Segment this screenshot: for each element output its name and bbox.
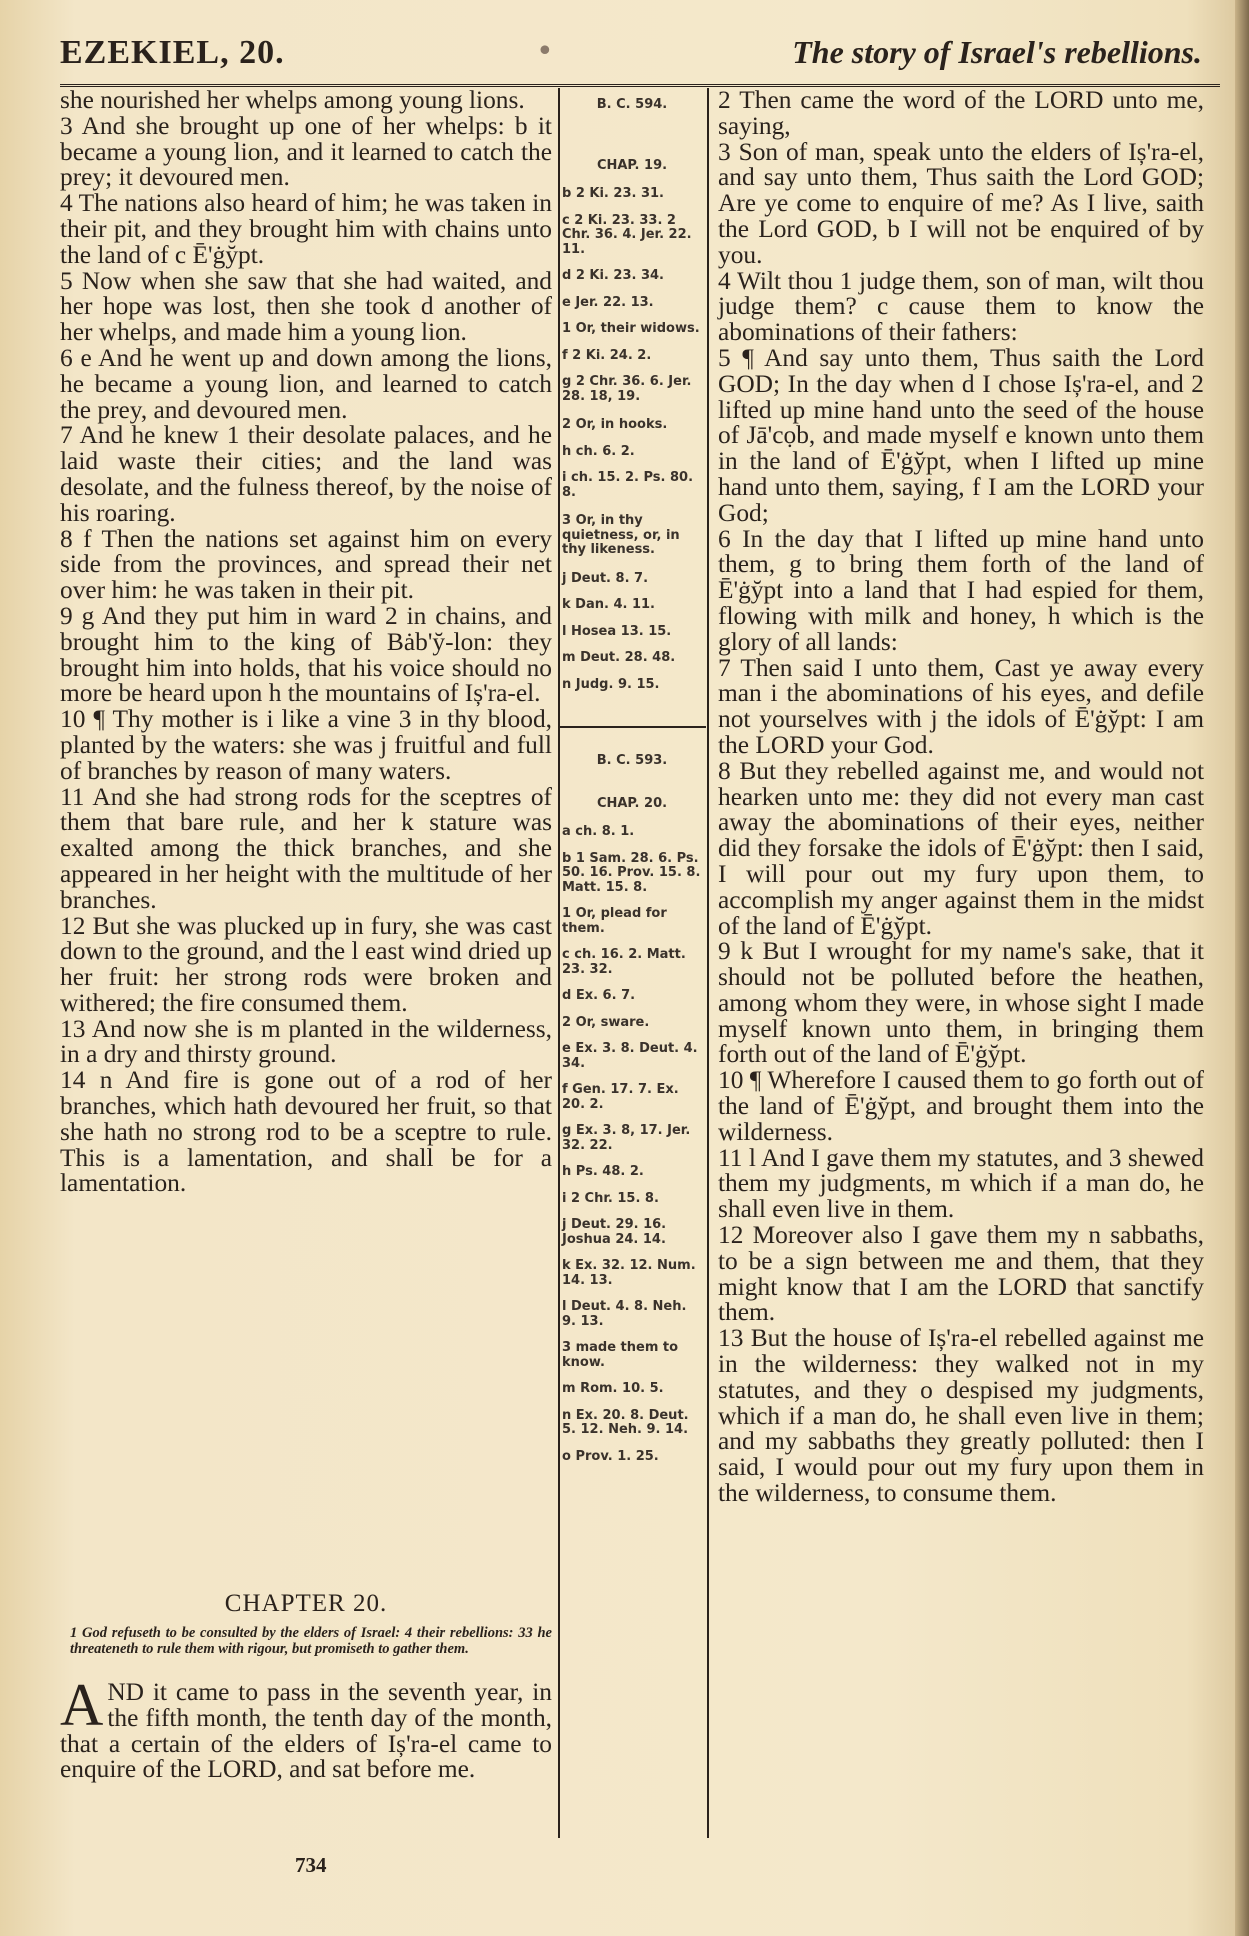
cross-reference: l Hosea 13. 15. — [562, 623, 672, 639]
verse: 9 g And they put him in ward 2 in chains, and brought him to the king of Bȧb'y̆-lon: they brought him into holds, that his voice should no more be heard upon h the mountains of Iș'ra-el. — [60, 601, 552, 708]
bc-date: B. C. 594. — [596, 97, 668, 112]
margin-separator — [558, 726, 706, 728]
cross-reference: m Deut. 28. 48. — [562, 650, 676, 665]
cross-reference: c 2 Ki. 23. 33. 2 Chr. 36. 4. Jer. 22. 11. — [562, 212, 692, 257]
verse: 4 Wilt thou 1 judge them, son of man, wilt thou judge them? c cause them to know the abominations of their fathers: — [718, 266, 1204, 347]
verse: 3 And she brought up one of her whelps: b it became a young lion, and it learned to catch the prey; it devoured men. — [60, 111, 552, 192]
chapter-heading: CHAPTER 20. — [224, 1590, 388, 1617]
cross-reference: e Ex. 3. 8. Deut. 4. 34. — [562, 1041, 698, 1071]
verse: she nourished her whelps among young lions. — [60, 86, 525, 114]
cross-reference: c ch. 16. 2. Matt. 23. 32. — [562, 947, 686, 977]
cross-reference: 2 Or, in hooks. — [562, 417, 668, 432]
cross-reference: o Prov. 1. 25. — [562, 1448, 659, 1464]
cross-reference: d Ex. 6. 7. — [562, 988, 636, 1003]
bc-date: B. C. 593. — [596, 753, 668, 768]
cross-reference: 3 Or, in thy quietness, or, in thy likeness. — [562, 513, 680, 557]
verse: 13 And now she is m planted in the wilderness, in a dry and thirsty ground. — [60, 1014, 552, 1069]
cross-reference: n Judg. 9. 15. — [562, 676, 660, 692]
verse: 12 But she was plucked up in fury, she was cast down to the ground, and the l east wind dried up her fruit: her strong rods were broken and withered; the fire consumed them. — [60, 911, 552, 1017]
verse: 11 l And I gave them my statutes, and 3 shewed them my judgments, m which if a man do, he shall even live in them. — [718, 1143, 1204, 1224]
cross-reference: f Gen. 17. 7. Ex. 20. 2. — [562, 1082, 679, 1112]
verse: 10 ¶ Thy mother is i like a vine 3 in thy blood, planted by the waters: she was j fruitful and full of branches by reason of many waters. — [60, 705, 552, 785]
cross-reference: k Dan. 4. 11. — [562, 597, 655, 612]
cross-reference: i ch. 15. 2. Ps. 80. 8. — [562, 470, 694, 500]
verse: 12 Moreover also I gave them my n sabbaths, to be a sign between me and them, that they might know that I am the LORD that sanctify them. — [718, 1221, 1204, 1327]
center-reference-column — [562, 92, 702, 1464]
verse: 7 Then said I unto them, Cast ye away every man i the abominations of his eyes, and defile not yourselves with j the idols of Ē'ġy̆pt: I am the LORD your God. — [718, 653, 1204, 759]
chapter-topic: The story of Israel's rebellions. — [792, 34, 1202, 70]
cross-reference: a ch. 8. 1. — [562, 824, 635, 839]
drop-cap: A — [60, 1672, 104, 1738]
chapter-opening-verse — [60, 1672, 552, 1784]
verse: 11 And she had strong rods for the sceptres of them that bare rule, and her k stature was exalted among the thick branches, and she appeared in her height with the multitude of her branches. — [60, 782, 552, 914]
verse: 8 f Then the nations set against him on every side from the provinces, and spread their net over him: he was taken in their pit. — [60, 524, 552, 605]
cross-reference: b 2 Ki. 23. 31. — [562, 186, 664, 201]
left-text-column — [60, 88, 552, 1197]
chapter-20-references — [562, 825, 702, 1464]
cross-reference: l Deut. 4. 8. Neh. 9. 13. — [562, 1299, 687, 1329]
cross-reference: 1 Or, plead for them. — [562, 906, 667, 936]
cross-reference: h ch. 6. 2. — [562, 443, 635, 459]
cross-reference: j Deut. 29. 16. Joshua 24. 14. — [562, 1217, 667, 1247]
verse: 5 ¶ And say unto them, Thus saith the Lord GOD; In the day when d I chose Iș'ra-el, and 2 lifted up mine hand unto the seed of the house of Jā'cọb, and made myself e known unto them in the land of Ē'ġy̆pt, when I lifted up mine hand unto them, saying, f I am the LORD your God; — [718, 343, 1204, 527]
cross-reference: h Ps. 48. 2. — [562, 1164, 644, 1179]
cross-reference: i 2 Chr. 15. 8. — [562, 1190, 659, 1206]
cross-reference: 3 made them to know. — [562, 1340, 679, 1370]
cross-reference: g Ex. 3. 8, 17. Jer. 32. 22. — [562, 1123, 691, 1153]
cross-reference: e Jer. 22. 13. — [562, 294, 654, 310]
verse: 3 Son of man, speak unto the elders of Iș'ra-el, and say unto them, Thus saith the Lord GOD; Are ye come to enquire of me? As I live, saith the Lord GOD, b I will not be enquired of by you. — [718, 137, 1204, 269]
cross-reference: d 2 Ki. 23. 34. — [562, 268, 664, 283]
cross-reference: f 2 Ki. 24. 2. — [562, 347, 652, 363]
verse: 14 n And fire is gone out of a rod of her branches, which hath devoured her fruit, so that she hath no strong rod to be a sceptre to rule. This is a lamentation, and shall be for a lamentation. — [60, 1066, 552, 1198]
chapter-synopsis: 1 God refuseth to be consulted by the elders of Israel: 4 their rebellions: 33 he threateneth to rule them with rigour, but promiseth to gather them. — [70, 1625, 552, 1657]
cross-reference: b 1 Sam. 28. 6. Ps. 50. 16. Prov. 15. 8. Matt. 15. 8. — [562, 850, 701, 895]
verse: 6 e And he went up and down among the lions, he became a young lion, and learned to catch the prey, and devoured men. — [60, 343, 552, 424]
cross-reference: 1 Or, their widows. — [562, 321, 700, 336]
verse: 13 But the house of Iș'ra-el rebelled against me in the wilderness: they walked not in my statutes, and they o despised my judgments, which if a man do, he shall even live in them; and my sabbaths they greatly polluted: then I said, I would pour out my fury upon them in the wilderness, to consume them. — [718, 1324, 1204, 1508]
cross-reference: k Ex. 32. 12. Num. 14. 13. — [562, 1258, 696, 1288]
cross-reference: 2 Or, sware. — [562, 1014, 650, 1030]
running-header — [60, 34, 1230, 84]
book-chapter-title: EZEKIEL, 20. — [60, 34, 285, 71]
cross-reference: g 2 Chr. 36. 6. Jer. 28. 18, 19. — [562, 374, 692, 404]
margin-chapter-label: CHAP. 19. — [596, 157, 668, 173]
verse: 4 The nations also heard of him; he was taken in their pit, and they brought him with chains unto the land of c Ē'ġy̆pt. — [60, 189, 552, 269]
cross-reference: m Rom. 10. 5. — [562, 1381, 664, 1396]
verse: 6 In the day that I lifted up mine hand unto them, g to bring them forth of the land of Ē'ġy̆pt into a land that I had espied for them, flowing with milk and honey, h which is the glory of all lands: — [718, 524, 1204, 656]
header-dot: • — [536, 34, 554, 69]
verse: 5 Now when she saw that she had waited, and her hope was lost, then she took d another of her whelps, and made him a young lion. — [60, 266, 552, 347]
verse: 10 ¶ Wherefore I caused them to go forth out of the land of Ē'ġy̆pt, and brought them into the wilderness. — [718, 1066, 1204, 1146]
cross-reference: n Ex. 20. 8. Deut. 5. 12. Neh. 9. 14. — [562, 1407, 689, 1437]
column-divider-right — [707, 88, 709, 1838]
chapter-19-references — [562, 187, 702, 692]
right-text-column — [718, 88, 1204, 1507]
page-number: 734 — [295, 1853, 327, 1877]
verse: 9 k But I wrought for my name's sake, that it should not be polluted before the heathen, among whom they were, in whose sight I made myself known unto them, in bringing them forth out of the land of Ē'ġy̆pt. — [718, 937, 1204, 1069]
opening-verse-text: ND it came to pass in the seventh year, in the fifth month, the tenth day of the month, that a certain of the elders of Iș'ra-el came to enquire of the LORD, and sat before me. — [60, 1678, 552, 1784]
cross-reference: j Deut. 8. 7. — [562, 570, 649, 586]
verse: 2 Then came the word of the LORD unto me, saying, — [718, 86, 1204, 140]
margin-chapter-label: CHAP. 20. — [596, 795, 668, 811]
book-spine-edge — [1235, 0, 1249, 1936]
column-divider-left — [558, 88, 560, 1838]
verse: 8 But they rebelled against me, and would not hearken unto me: they did not every man cast away the abominations of their eyes, neither did they forsake the idols of Ē'ġy̆pt: then I said, I will pour out my fury upon them, to accomplish my anger against them in the midst of the land of Ē'ġy̆pt. — [718, 756, 1204, 940]
verse: 7 And he knew 1 their desolate palaces, and he laid waste their cities; and the land was desolate, and the fulness thereof, by the noise of his roaring. — [60, 421, 552, 527]
